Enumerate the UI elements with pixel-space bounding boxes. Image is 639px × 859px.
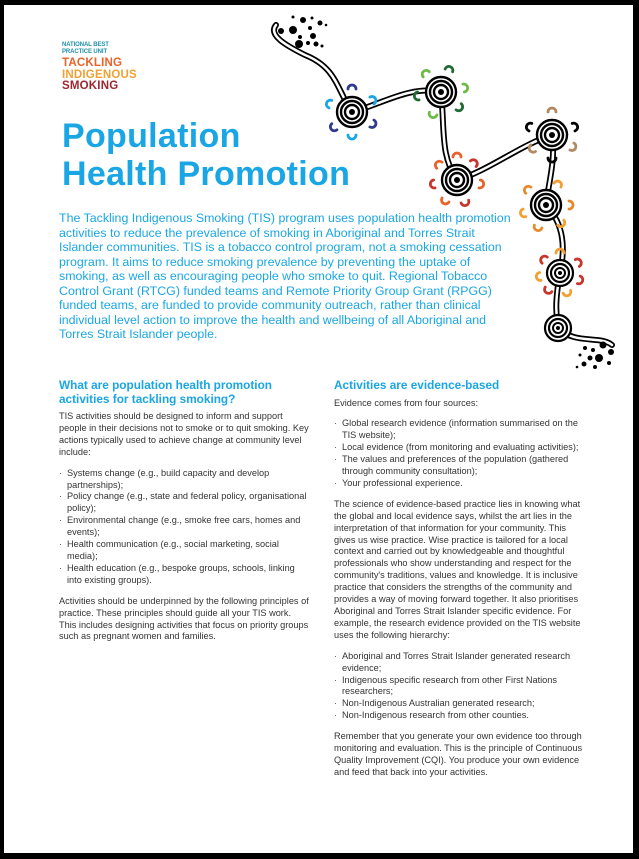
list-item: · Policy change (e.g., state and federal policy, organisational policy);	[59, 491, 309, 515]
title-line-2: Health Promotion	[62, 155, 351, 193]
list-item: · Indigenous specific research from other First Nations researchers;	[334, 675, 589, 699]
right-paragraph-1: Evidence comes from four sources:	[334, 397, 478, 408]
logo-practice-unit: PRACTICE UNIT	[62, 48, 108, 55]
list-item: · Systems change (e.g., build capacity and develop partnerships);	[59, 468, 309, 492]
document-page	[4, 5, 633, 853]
logo-national-best: NATIONAL BEST	[62, 42, 109, 48]
list-item: · Non-Indigenous research from other counties.	[334, 710, 589, 722]
intro-paragraph: The Tackling Indigenous Smoking (TIS) program uses population health promotion activities to reduce the prevalence of smoking in Aboriginal and Torres Strait Islander communities. TIS is a tobacco control program, not a smoking cessation program. It aims to reduce smoking prevalence by preventing the uptake of smoking, as well as encouraging people who smoke to quit. Regional Tobacco Control Grant (RTCG) funded teams and Remote Priority Group Grant (RPGG) funded teams, are funded to provide community outreach, rather than clinical individual level action to improve the health and wellbeing of all Aboriginal and Torres Strait Islander people.	[59, 211, 511, 341]
list-item: · Your professional experience.	[334, 478, 589, 490]
list-item: · The values and preferences of the population (gathered through community consultation);	[334, 454, 589, 478]
list-item: · Local evidence (from monitoring and evaluating activities);	[334, 442, 589, 454]
left-paragraph-2: Activities should be underpinned by the following principles of practice. These principles should guide all your TIS work. This includes designing activities that focus on priority groups such as pregnant women and families.	[59, 595, 309, 642]
evidence-hierarchy-list	[334, 651, 589, 722]
section-heading-evidence: Activities are evidence-based	[334, 378, 500, 392]
title-line-1: Population	[62, 117, 241, 155]
right-column	[334, 379, 589, 788]
right-paragraph-2: The science of evidence-based practice lies in knowing what the global and local evidence says, whilst the art lies in the interpretation of that information for your community. This gives us wise practice. Wise practice is tailored for a local context and carried out by knowledgeable and thoughtful professionals who show understanding and respect for the community's traditions, values and knowledge. It is inclusive practice that considers the strengths of the community and provides a way of moving forward together. It also prioritises Aboriginal and Torres Strait Islander specific evidence. For example, the research evidence provided on the TIS website uses the following hierarchy:	[334, 498, 581, 640]
list-item: · Non-Indigenous Australian generated research;	[334, 698, 589, 710]
section-heading-activities: What are population health promotion activities for tackling smoking?	[59, 378, 272, 406]
list-item: · Health communication (e.g., social marketing, social media);	[59, 539, 309, 563]
left-column	[59, 379, 309, 652]
left-paragraph-1: TIS activities should be designed to inform and support people in their decisions not to smoke or to quit smoking. Key actions typically used to achieve change at community level include:	[59, 411, 309, 457]
evidence-sources-list	[334, 418, 589, 489]
list-item: · Environmental change (e.g., smoke free cars, homes and events);	[59, 515, 309, 539]
list-item: · Health education (e.g., bespoke groups, schools, linking into existing groups).	[59, 563, 309, 587]
logo-tackling: TACKLING	[62, 57, 123, 69]
list-item: · Aboriginal and Torres Strait Islander generated research evidence;	[334, 651, 589, 675]
key-actions-list	[59, 468, 309, 587]
logo-smoking: SMOKING	[62, 80, 119, 92]
list-item: · Global research evidence (information summarised on the TIS website);	[334, 418, 589, 442]
right-paragraph-3: Remember that you generate your own evidence too through monitoring and evaluation. This is the principle of Continuous Quality Improvement (CQI). You produce your own evidence and feed that back into your activities.	[334, 731, 583, 777]
logo-indigenous: INDIGENOUS	[62, 68, 137, 81]
